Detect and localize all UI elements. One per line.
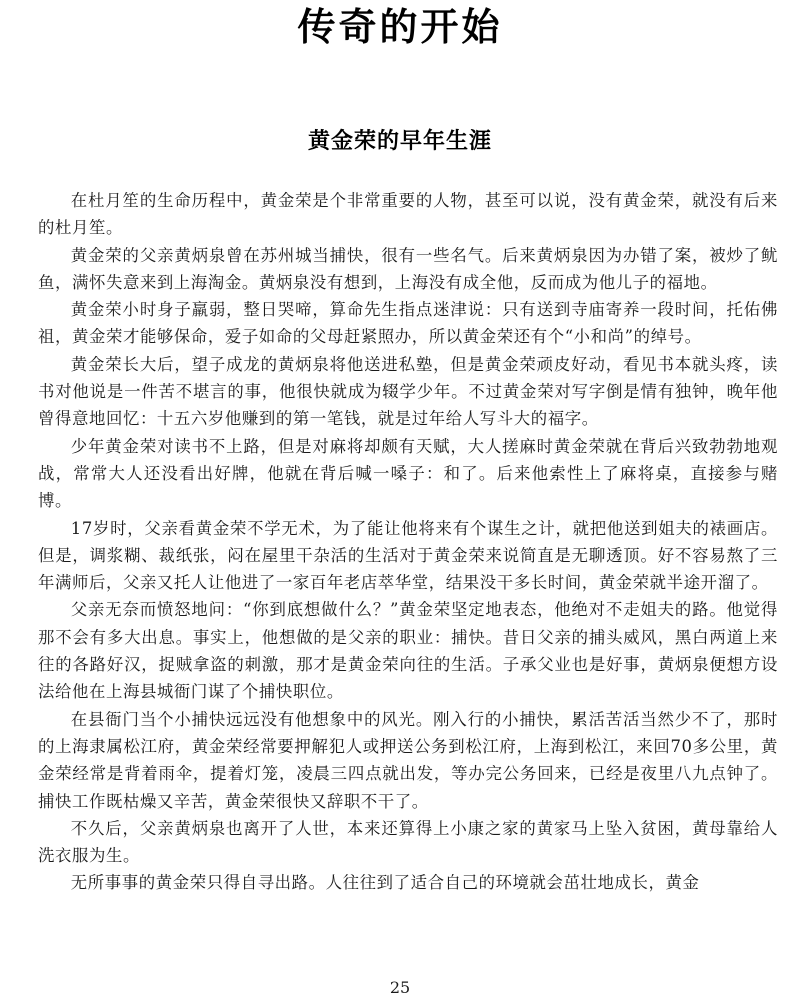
paragraph: 在县衙门当个小捕快远远没有他想象中的风光。刚入行的小捕快，累活苦活当然少不了，那时的上海隶属松江府，黄金荣经常要押解犯人或押送公务到松江府，上海到松江，来回70多公里，黄金荣经常是背着雨伞，提着灯笼，凌晨三四点就出发，等办完公务回来，已经是夜里八九点钟了。捕快工作既枯燥又辛苦，黄金荣很快又辞职不干了。 <box>38 709 778 811</box>
body-text <box>38 187 778 897</box>
paragraph: 父亲无奈而愤怒地问：“你到底想做什么？”黄金荣坚定地表态，他绝对不走姐夫的路。他觉得那不会有多大出息。事实上，他想做的是父亲的职业：捕快。昔日父亲的捕头威风，黑白两道上来往的各路好汉，捉贼拿盗的刺激，那才是黄金荣向往的生活。子承父业也是好事，黄炳泉便想方设法给他在上海县城衙门谋了个捕快职位。 <box>38 600 778 702</box>
paragraph: 17岁时，父亲看黄金荣不学无术，为了能让他将来有个谋生之计，就把他送到姐夫的裱画店。但是，调浆糊、裁纸张，闷在屋里干杂活的生活对于黄金荣来说简直是无聊透顶。好不容易熬了三年满师后，父亲又托人让他进了一家百年老店萃华堂，结果没干多长时间，黄金荣就半途开溜了。 <box>38 518 778 593</box>
section-title: 黄金荣的早年生涯 <box>307 129 492 154</box>
chapter-title: 传奇的开始 <box>297 5 503 49</box>
paragraph: 少年黄金荣对读书不上路，但是对麻将却颇有天赋，大人搓麻时黄金荣就在背后兴致勃勃地观战，常常大人还没看出好牌，他就在背后喊一嗓子：和了。后来他索性上了麻将桌，直接参与赌博。 <box>38 436 778 511</box>
paragraph: 黄金荣长大后，望子成龙的黄炳泉将他送进私塾，但是黄金荣顽皮好动，看见书本就头疼，读书对他说是一件苦不堪言的事，他很快就成为辍学少年。不过黄金荣对写字倒是情有独钟，晚年他曾得意地回忆：十五六岁他赚到的第一笔钱，就是过年给人写斗大的福字。 <box>38 354 778 429</box>
paragraph: 不久后，父亲黄炳泉也离开了人世，本来还算得上小康之家的黄家马上坠入贫困，黄母靠给人洗衣服为生。 <box>38 818 778 866</box>
paragraph: 黄金荣小时身子羸弱，整日哭啼，算命先生指点迷津说：只有送到寺庙寄养一段时间，托佑佛祖，黄金荣才能够保命，爱子如命的父母赶紧照办，所以黄金荣还有个“小和尚”的绰号。 <box>38 300 778 347</box>
page-number: 25 <box>389 978 411 997</box>
paragraph: 在杜月笙的生命历程中，黄金荣是个非常重要的人物，甚至可以说，没有黄金荣，就没有后来的杜月笙。 <box>38 191 778 238</box>
paragraph: 黄金荣的父亲黄炳泉曾在苏州城当捕快，很有一些名气。后来黄炳泉因为办错了案，被炒了鱿鱼，满怀失意来到上海淘金。黄炳泉没有想到，上海没有成全他，反而成为他儿子的福地。 <box>38 245 778 292</box>
paragraph: 无所事事的黄金荣只得自寻出路。人往往到了适合自己的环境就会茁壮地成长，黄金 <box>70 873 700 893</box>
